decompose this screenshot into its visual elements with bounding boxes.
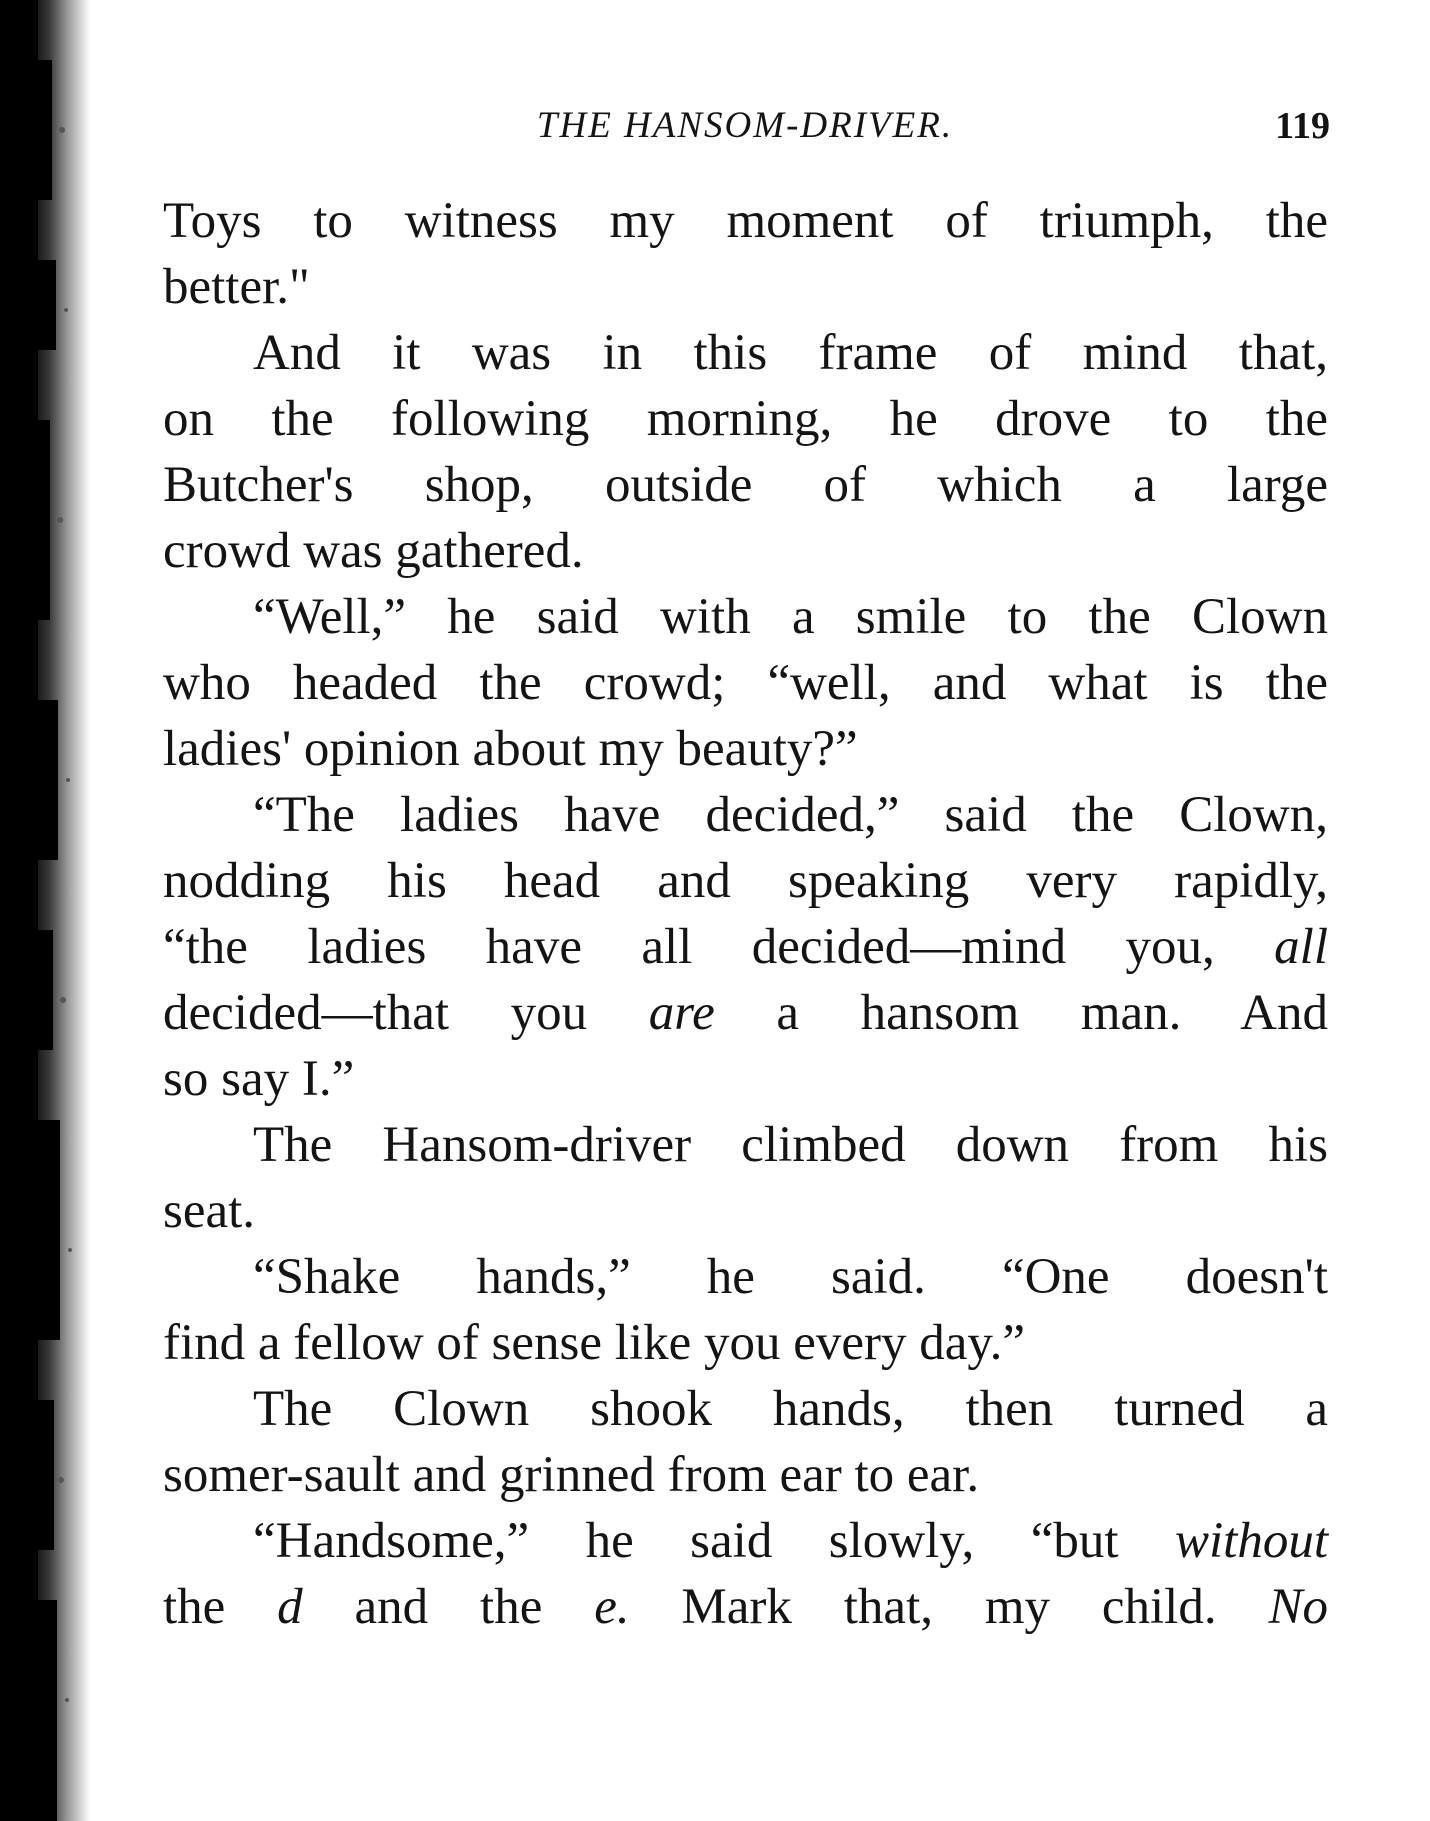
italic-emphasis: are	[648, 985, 715, 1041]
text-line	[163, 1508, 1328, 1574]
text-line: nodding his head and speaking very rapidly,	[163, 853, 1328, 909]
italic-emphasis: without	[1174, 1513, 1328, 1569]
text-line: Toys to witness my moment of triumph, the	[163, 193, 1328, 249]
text-line-segment: Mark that, my child.	[629, 1579, 1269, 1635]
italic-emphasis: e.	[594, 1579, 630, 1635]
italic-emphasis: all	[1274, 919, 1328, 975]
text-line: somer-sault and grinned from ear to ear.	[163, 1447, 980, 1503]
page-header	[160, 104, 1330, 154]
text-line: “Shake hands,” he said. “One doesn't	[253, 1249, 1328, 1305]
italic-emphasis: d	[277, 1579, 303, 1635]
text-line: who headed the crowd; “well, and what is the	[163, 655, 1328, 711]
text-line: The Hansom-driver climbed down from his	[253, 1117, 1328, 1173]
text-line: The Clown shook hands, then turned a	[253, 1381, 1328, 1437]
text-line-segment: a hansom man. And	[714, 985, 1328, 1041]
text-line	[163, 914, 1328, 980]
text-line: better."	[163, 259, 310, 315]
running-title: THE HANSOM-DRIVER.	[536, 105, 954, 146]
text-line: And it was in this frame of mind that,	[253, 325, 1328, 381]
italic-emphasis: No	[1268, 1579, 1328, 1635]
text-line	[163, 980, 1328, 1046]
text-line: so say I.”	[163, 1051, 355, 1107]
text-line: “Well,” he said with a smile to the Clown	[253, 589, 1328, 645]
text-line: find a fellow of sense like you every day.”	[163, 1315, 1025, 1371]
text-line: on the following morning, he drove to the	[163, 391, 1328, 447]
text-line: “The ladies have decided,” said the Clown,	[253, 787, 1328, 843]
text-line: ladies' opinion about my beauty?”	[163, 721, 858, 777]
text-line	[163, 1574, 1328, 1640]
text-line-segment: “Handsome,” he said slowly, “but	[253, 1513, 1175, 1569]
text-line: crowd was gathered.	[163, 523, 584, 579]
text-line-segment: the	[163, 1579, 278, 1635]
text-line: Butcher's shop, outside of which a large	[163, 457, 1328, 513]
binding-edge-shadow	[0, 0, 90, 1821]
body-text	[163, 188, 1328, 1640]
text-line: seat.	[163, 1183, 256, 1239]
text-line-segment: and the	[302, 1579, 595, 1635]
page-number: 119	[1275, 105, 1330, 147]
text-line-segment: decided—that you	[163, 985, 649, 1041]
text-line-segment: “the ladies have all decided—mind you,	[163, 919, 1275, 975]
